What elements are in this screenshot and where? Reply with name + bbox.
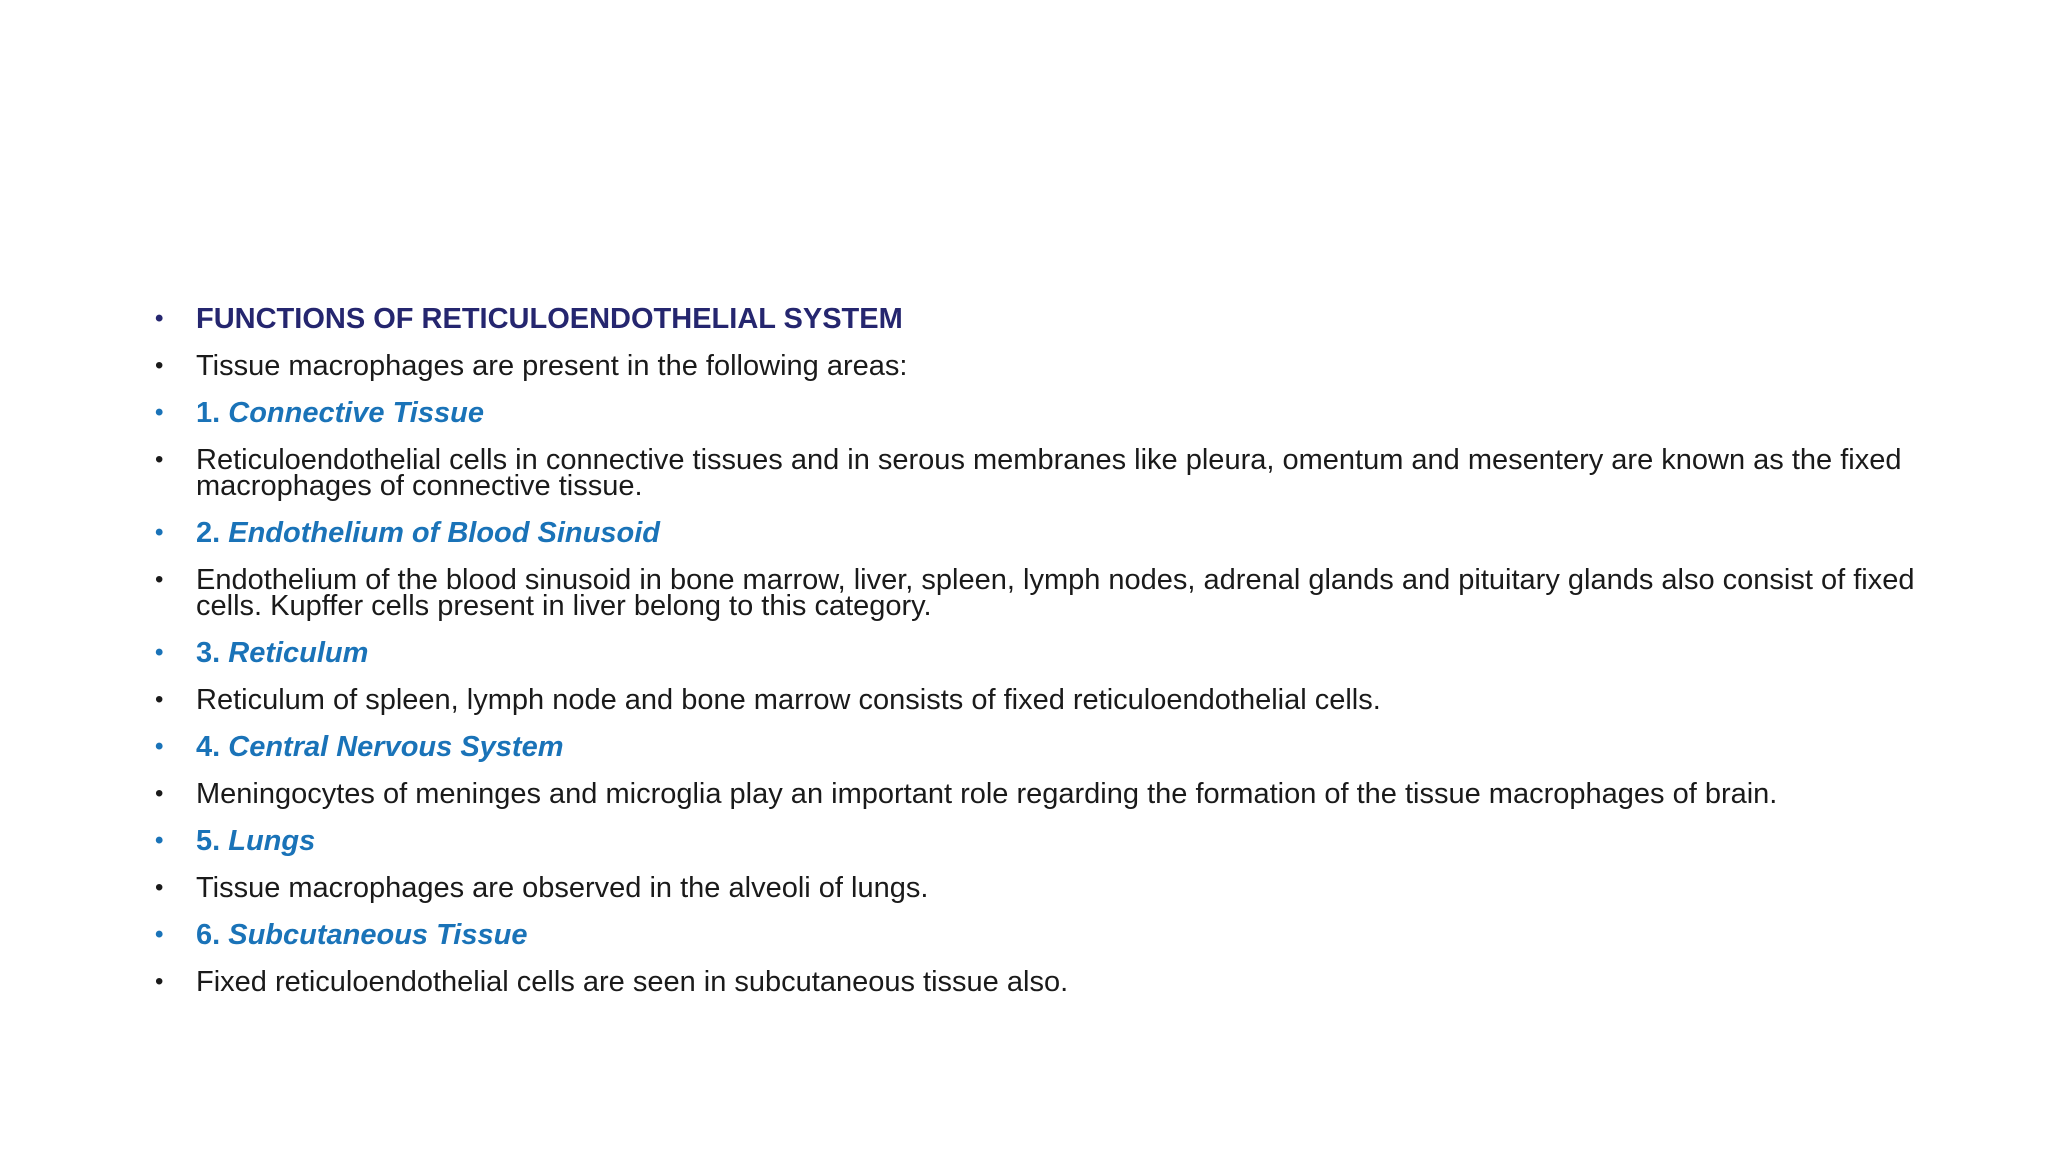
subheading-endothelium: [155, 517, 1935, 549]
bullet-icon: •: [155, 305, 164, 332]
list-item: [155, 350, 1935, 382]
list-item-text: Tissue macrophages are observed in the alveoli of lungs.: [196, 872, 929, 904]
bullet-icon: •: [155, 519, 164, 546]
bullet-icon: •: [155, 566, 164, 593]
subheading-number: 2.: [196, 517, 229, 549]
subheading-title: Lungs: [228, 825, 316, 857]
bullet-icon: •: [155, 968, 164, 995]
subheading-title: Reticulum: [228, 637, 369, 669]
list-item: [155, 564, 1935, 622]
subheading-title: Connective Tissue: [228, 397, 484, 429]
bullet-icon: •: [155, 686, 164, 713]
list-item-text: Tissue macrophages are present in the following areas:: [196, 350, 908, 382]
subheading-number: 5.: [196, 825, 229, 857]
subheading-number: 3.: [196, 637, 229, 669]
bullet-icon: •: [155, 446, 164, 473]
bullet-icon: •: [155, 352, 164, 379]
list-item-text: Meningocytes of meninges and microglia play an important role regarding the formation of the tissue macrophages of brain.: [196, 778, 1778, 810]
slide-title-text: FUNCTIONS OF RETICULOENDOTHELIAL SYSTEM: [196, 303, 903, 335]
subheading-number: 1.: [196, 397, 229, 429]
bullet-icon: •: [155, 921, 164, 948]
slide-title: [155, 303, 1935, 335]
bullet-icon: •: [155, 733, 164, 760]
bullet-icon: •: [155, 639, 164, 666]
list-item-text: Reticulum of spleen, lymph node and bone marrow consists of fixed reticuloendothelial cells.: [196, 684, 1381, 716]
bullet-icon: •: [155, 827, 164, 854]
list-item: [155, 872, 1935, 904]
subheading-cns: [155, 731, 1935, 763]
list-item: [155, 778, 1935, 810]
list-item: [155, 684, 1935, 716]
list-item-text: Fixed reticuloendothelial cells are seen in subcutaneous tissue also.: [196, 966, 1069, 998]
list-item: [155, 966, 1935, 998]
list-item-text: Reticuloendothelial cells in connective tissues and in serous membranes like pleura, omentum and mesentery are known as the fixed macrophages of connective tissue.: [196, 444, 1902, 502]
list-item-text: Endothelium of the blood sinusoid in bone marrow, liver, spleen, lymph nodes, adrenal glands and pituitary glands also consist of fixed cells. Kupffer cells present in liver belong to this category.: [196, 564, 1915, 622]
subheading-number: 4.: [196, 731, 229, 763]
subheading-lungs: [155, 825, 1935, 857]
bullet-icon: •: [155, 874, 164, 901]
list-item: [155, 444, 1935, 502]
subheading-number: 6.: [196, 919, 229, 951]
bullet-icon: •: [155, 780, 164, 807]
subheading-subcutaneous: [155, 919, 1935, 951]
bullet-icon: •: [155, 399, 164, 426]
subheading-title: Endothelium of Blood Sinusoid: [228, 517, 660, 549]
subheading-title: Subcutaneous Tissue: [228, 919, 528, 951]
bullet-list: [155, 303, 1935, 1016]
subheading-reticulum: [155, 637, 1935, 669]
subheading-title: Central Nervous System: [228, 731, 564, 763]
subheading-connective-tissue: [155, 397, 1935, 429]
